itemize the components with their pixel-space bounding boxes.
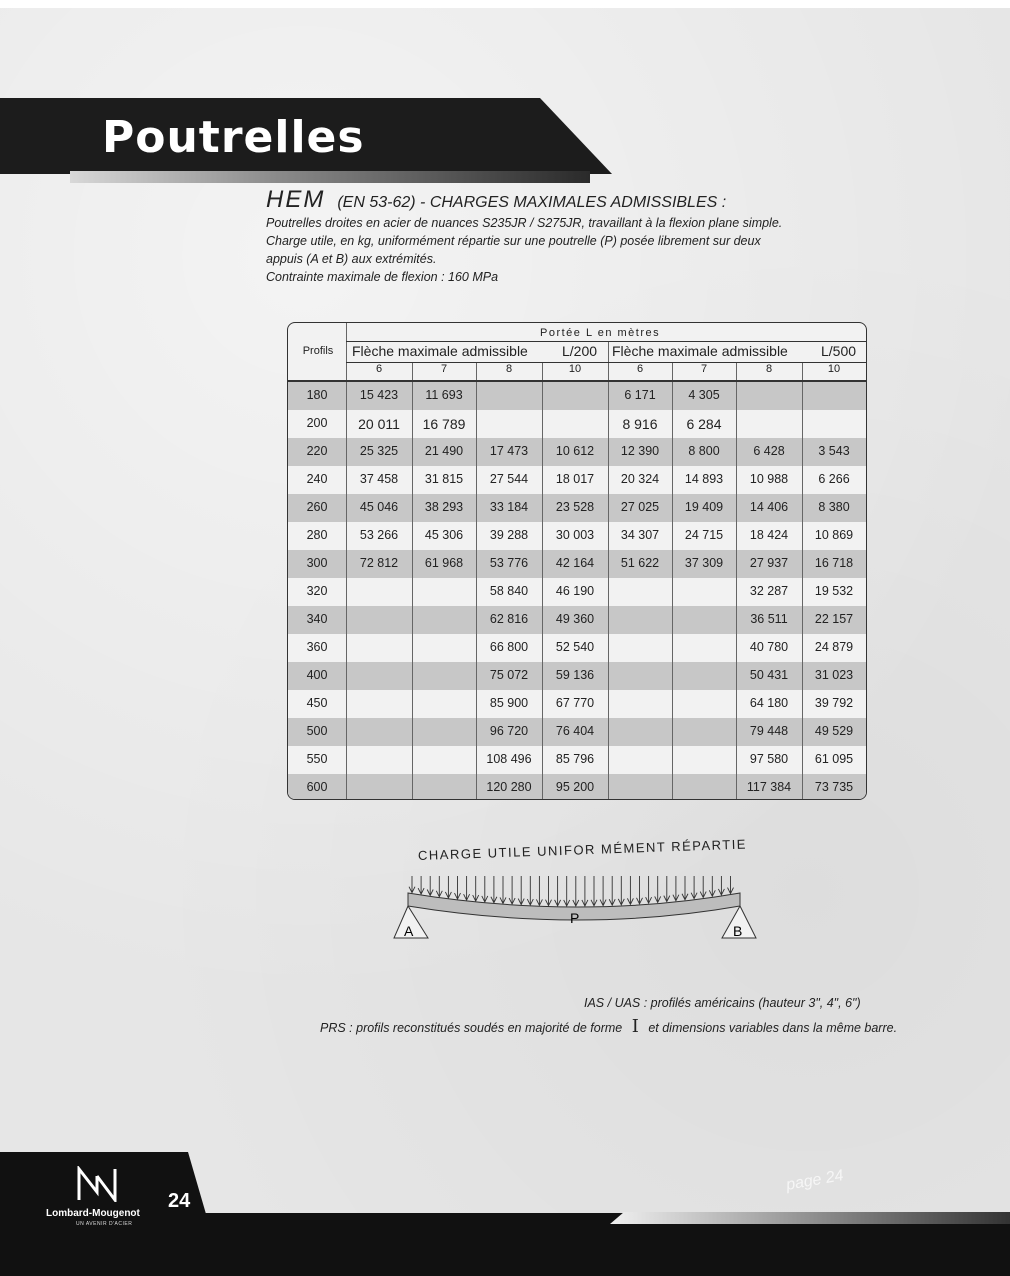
group1-ratio: L/200 [562,343,598,359]
load-cell: 46 190 [555,584,595,598]
load-arrow [527,876,533,905]
load-arrow [409,876,415,893]
load-cell: 36 511 [750,612,788,626]
load-cell: 10 869 [814,528,854,542]
profils-header: Profils [302,345,334,357]
profile-cell: 240 [306,472,328,486]
span-header: 7 [440,363,448,375]
column-divider [542,363,543,800]
load-cell: 22 157 [814,612,854,626]
load-cell: 12 390 [620,444,660,458]
header-divider [288,380,866,382]
load-cell: 6 284 [686,416,722,432]
load-cell: 59 136 [555,668,595,682]
load-cell: 50 431 [749,668,789,682]
load-cell: 8 380 [818,500,850,514]
column-divider [412,363,413,800]
load-cell: 16 789 [422,416,466,432]
profile-cell: 220 [306,444,328,458]
load-cell: 8 916 [622,416,658,432]
description-line: Contrainte maximale de flexion : 160 MPa [266,270,499,284]
load-cell: 95 200 [555,780,595,794]
span-header: 8 [505,363,513,375]
load-cell: 96 720 [489,724,529,738]
load-arrow [691,876,697,899]
load-arrow [482,876,488,902]
profile-cell: 200 [306,416,328,430]
load-cell: 45 306 [424,528,464,542]
load-cell: 108 496 [486,752,532,766]
brand-name: Lombard-Mougenot [46,1208,140,1219]
load-arrow [646,876,652,903]
load-cell: 52 540 [555,640,595,654]
load-cell: 27 544 [489,472,529,486]
load-arrow [445,876,451,898]
diagram-title: CHARGE UTILE UNIFOR MÉMENT RÉPARTIE [417,836,748,863]
load-cell: 117 384 [746,780,792,794]
support-a-label: A [404,923,414,939]
load-cell: 72 812 [359,556,399,570]
load-arrow [491,876,497,903]
span-header: 10 [568,363,582,375]
profile-cell: 600 [306,780,328,794]
section-subtitle: (EN 53-62) - CHARGES MAXIMALES ADMISSIBLES : [337,194,727,211]
load-arrow [655,876,661,902]
load-cell: 15 423 [359,388,399,402]
top-strip [0,0,1010,8]
column-divider [802,363,803,800]
column-divider [608,341,609,800]
load-arrow [564,876,570,906]
i-beam-symbol: I [631,1016,639,1037]
load-arrow [573,876,579,906]
profile-cell: 260 [306,500,328,514]
beam-diagram [390,846,770,946]
load-cell: 85 796 [555,752,595,766]
load-cell: 14 406 [749,500,789,514]
load-cell: 40 780 [749,640,789,654]
load-cell: 31 815 [424,472,464,486]
load-cell: 33 184 [489,500,529,514]
profile-cell: 360 [306,640,328,654]
load-cell: 67 770 [555,696,595,710]
load-cell: 11 693 [425,388,463,402]
brand-tagline: UN AVENIR D'ACIER [76,1221,133,1227]
load-cell: 4 305 [688,388,720,402]
portee-header: Portée L en mètres [540,327,661,339]
span-header: 7 [700,363,708,375]
load-cell: 6 171 [624,388,656,402]
load-arrow [427,876,433,895]
load-cell: 76 404 [555,724,595,738]
span-header: 10 [827,363,841,375]
profile-cell: 500 [306,724,328,738]
load-arrow [436,876,442,897]
span-header: 8 [765,363,773,375]
footer-accent [610,1212,1010,1224]
load-cell: 49 529 [814,724,854,738]
span-header: 6 [375,363,383,375]
column-divider [346,323,347,800]
load-arrow [627,876,633,904]
load-arrow [709,876,715,896]
footnote-ias: IAS / UAS : profilés américains (hauteur 3", 4", 6") [584,996,861,1010]
load-cell: 58 840 [489,584,529,598]
load-cell: 27 025 [620,500,660,514]
load-arrow [618,876,624,905]
group2-ratio: L/500 [821,343,857,359]
load-cell: 34 307 [620,528,660,542]
page-number: 24 [168,1190,191,1212]
group2-label: Flèche maximale admissible [612,343,788,359]
group1-label: Flèche maximale admissible [352,343,528,359]
load-cell: 61 968 [424,556,464,570]
load-arrow [591,876,597,906]
support-b-label: B [733,923,743,939]
load-cell: 37 309 [684,556,724,570]
load-cell: 85 900 [489,696,529,710]
load-cell: 14 893 [684,472,724,486]
load-cell: 120 280 [486,780,532,794]
load-arrow [455,876,461,899]
load-cell: 8 800 [688,444,720,458]
load-cell: 64 180 [749,696,789,710]
profile-cell: 320 [306,584,328,598]
load-cell: 73 735 [814,780,854,794]
title-banner-underline [70,171,590,183]
load-cell: 79 448 [749,724,789,738]
description-line: appuis (A et B) aux extrémités. [266,252,437,266]
load-cell: 31 023 [814,668,854,682]
load-cell: 75 072 [489,668,529,682]
load-cell: 53 776 [489,556,529,570]
column-divider [672,363,673,800]
span-header: 6 [636,363,644,375]
load-cell: 19 532 [814,584,854,598]
load-cell: 18 424 [749,528,789,542]
load-cell: 20 324 [620,472,660,486]
load-cell: 18 017 [555,472,595,486]
profile-cell: 340 [306,612,328,626]
footnote-prs-right: et dimensions variables dans la même barre. [648,1021,898,1035]
load-cell: 3 543 [818,444,850,458]
page-title: Poutrelles [102,112,365,163]
load-cell: 16 718 [814,556,854,570]
load-cell: 6 428 [753,444,785,458]
load-cell: 66 800 [489,640,529,654]
load-cell: 19 409 [684,500,724,514]
column-divider [476,363,477,800]
load-cell: 24 879 [814,640,854,654]
load-cell: 27 937 [749,556,789,570]
load-arrow [673,876,679,901]
footnote-prs [320,1016,897,1037]
load-cell: 6 266 [818,472,850,486]
load-arrow [682,876,688,900]
load-cell: 61 095 [814,752,854,766]
load-arrow [555,876,561,906]
load-arrow [609,876,615,905]
load-cell: 51 622 [620,556,660,570]
load-cell: 10 988 [749,472,789,486]
load-arrow [509,876,515,904]
load-arrow [500,876,506,903]
header-line [346,341,866,342]
load-cell: 39 288 [489,528,529,542]
beam-label: P [570,910,580,926]
profile-cell: 180 [306,388,328,402]
load-arrow [664,876,670,902]
load-arrow [600,876,606,906]
description-line: Charge utile, en kg, uniformément répartie sur une poutrelle (P) posée librement sur deux [266,234,761,248]
load-arrow [582,876,588,906]
load-cell: 45 046 [359,500,399,514]
load-cell: 25 325 [359,444,399,458]
load-arrow [464,876,470,900]
load-arrow [728,876,734,894]
load-cell: 17 473 [489,444,529,458]
load-arrow [536,876,542,905]
load-cell: 21 490 [424,444,464,458]
profile-cell: 400 [306,668,328,682]
load-arrow [473,876,479,901]
load-table [287,322,867,800]
description-line: Poutrelles droites en acier de nuances S235JR / S275JR, travaillant à la flexion plane simple. [266,216,783,230]
load-arrow [700,876,706,898]
section-heading [266,186,726,214]
load-cell: 23 528 [555,500,595,514]
load-cell: 37 458 [359,472,399,486]
load-arrow [546,876,552,906]
load-cell: 38 293 [424,500,464,514]
load-cell: 24 715 [684,528,724,542]
profile-code: HEM [266,186,326,213]
page-watermark: page 24 [784,1167,845,1194]
load-cell: 49 360 [555,612,595,626]
load-cell: 20 011 [358,416,400,432]
profile-cell: 300 [306,556,328,570]
load-arrow [637,876,643,904]
load-arrow [418,876,424,894]
column-divider [736,363,737,800]
load-cell: 10 612 [555,444,595,458]
profile-cell: 450 [306,696,328,710]
load-cell: 42 164 [555,556,595,570]
load-cell: 97 580 [749,752,789,766]
header-line [346,362,866,363]
load-cell: 62 816 [489,612,529,626]
load-cell: 32 287 [749,584,789,598]
load-arrow [718,876,724,895]
profile-cell: 550 [306,752,328,766]
brand-logo-icon [76,1166,118,1202]
load-cell: 39 792 [814,696,854,710]
profile-cell: 280 [306,528,328,542]
load-arrow [518,876,524,905]
footnote-prs-left: PRS : profils reconstitués soudés en majorité de forme [320,1021,623,1035]
load-cell: 53 266 [359,528,399,542]
description [266,214,806,286]
load-cell: 30 003 [555,528,595,542]
